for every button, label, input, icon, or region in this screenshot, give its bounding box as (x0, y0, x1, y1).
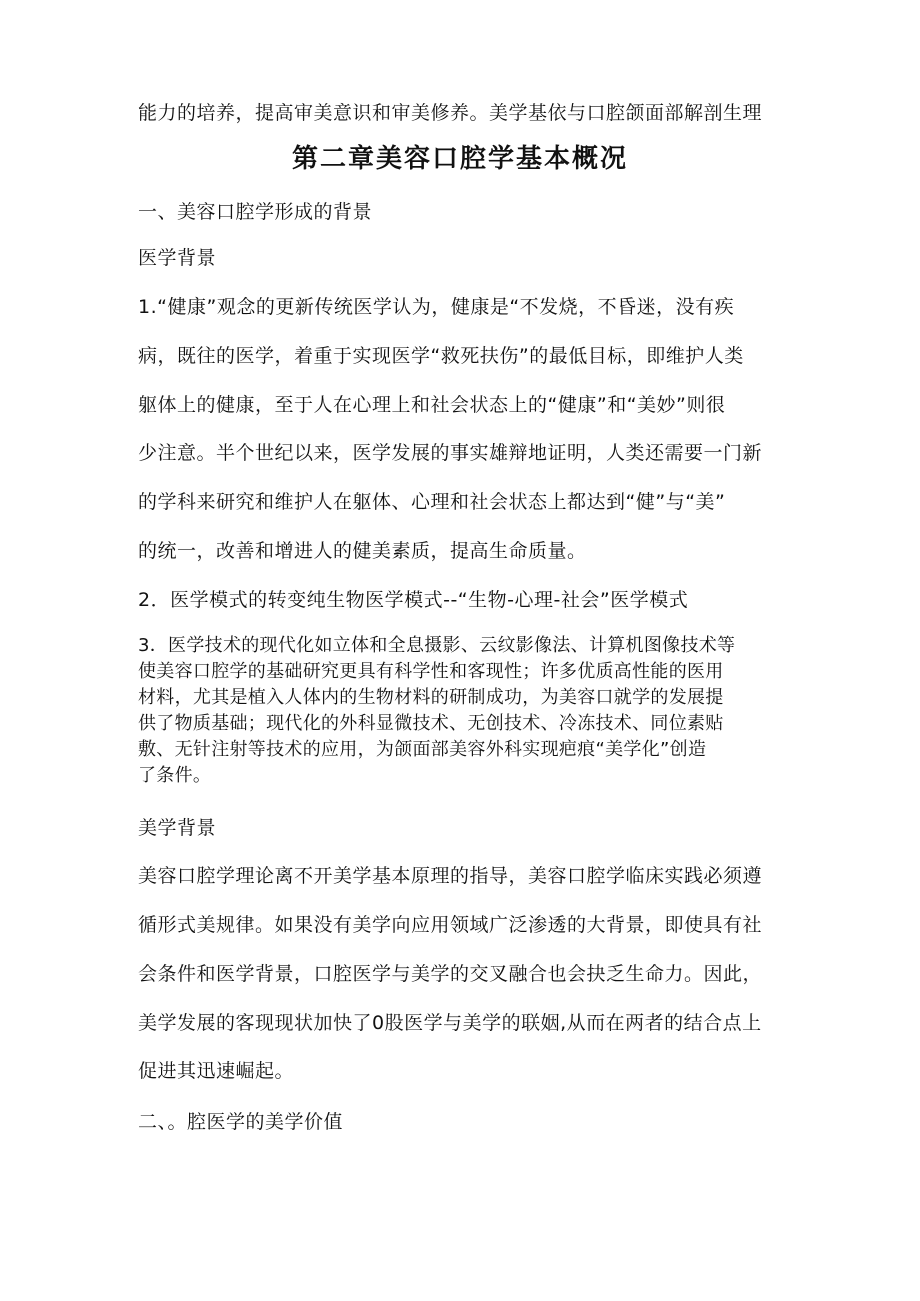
para2: 2．医学模式的转变纯生物医学模式--“生物-心理-社会”医学模式 (138, 589, 689, 611)
para3-line: 使美容口腔学的基础研究更具有科学性和客现性；许多优质高性能的医用 (138, 661, 724, 682)
para3-line: 了条件。 (138, 765, 212, 786)
section1-heading: 一、美容口腔学形成的背景 (138, 201, 373, 223)
medical-background-heading: 医学背景 (138, 247, 217, 269)
chapter-title: 第二章美容口腔学基本概况 (291, 144, 628, 174)
para3-line: 材料，尤其是植入人体内的生物材料的研制成功，为美容口就学的发展提 (138, 687, 724, 708)
aesthetic-para-line: 会条件和医学背景，口腔医学与美学的交叉融合也会抉乏生命力。因此， (138, 963, 763, 985)
para3-line: 3．医学技术的现代化如立体和全息摄影、云纹影像法、计算机图像技术等 (138, 635, 736, 656)
para1-line: 1.“健康”观念的更新传统医学认为，健康是“不发烧，不昏迷，没有疾 (138, 296, 735, 318)
aesthetic-para-line: 促进其迅速崛起。 (138, 1060, 295, 1082)
para3-line: 供了物质基础；现代化的外科显微技术、无创技术、冷冻技术、同位素贴 (138, 713, 724, 734)
para1-line: 躯体上的健康，至于人在心理上和社会状态上的“健康”和“美妙”则很 (138, 394, 726, 416)
para1-line: 的统一，改善和增进人的健美素质，提高生命质量。 (138, 540, 587, 562)
para1-line: 病，既往的医学，着重于实现医学“救死扶伤”的最低目标，即维护人类 (138, 345, 744, 367)
aesthetic-background-heading: 美学背景 (138, 817, 217, 839)
aesthetic-para-line: 美容口腔学理论离不开美学基本原理的指导，美容口腔学临床实践必须遵 (138, 865, 763, 887)
para1-line: 的学科来研究和维护人在躯体、心理和社会状态上都达到“健”与“美” (138, 491, 726, 513)
aesthetic-para-line: 美学发展的客现现状加快了0股医学与美学的联姻,从而在两者的结合点上 (138, 1012, 762, 1034)
para1-line: 少注意。半个世纪以来，医学发展的事实雄辩地证明，人类还需要一门新 (138, 442, 763, 464)
para3-line: 敷、无针注射等技术的应用，为颌面部美容外科实现疤痕“美学化”创造 (138, 739, 707, 760)
intro-line: 能力的培养，提高审美意识和审美修养。美学基依与口腔颌面部解剖生理 (138, 102, 763, 124)
aesthetic-para-line: 循形式美规律。如果没有美学向应用领域广泛渗透的大背景，即使具有社 (138, 914, 763, 936)
para3 (138, 633, 790, 789)
section2-heading: 二、。腔医学的美学价值 (138, 1111, 344, 1133)
